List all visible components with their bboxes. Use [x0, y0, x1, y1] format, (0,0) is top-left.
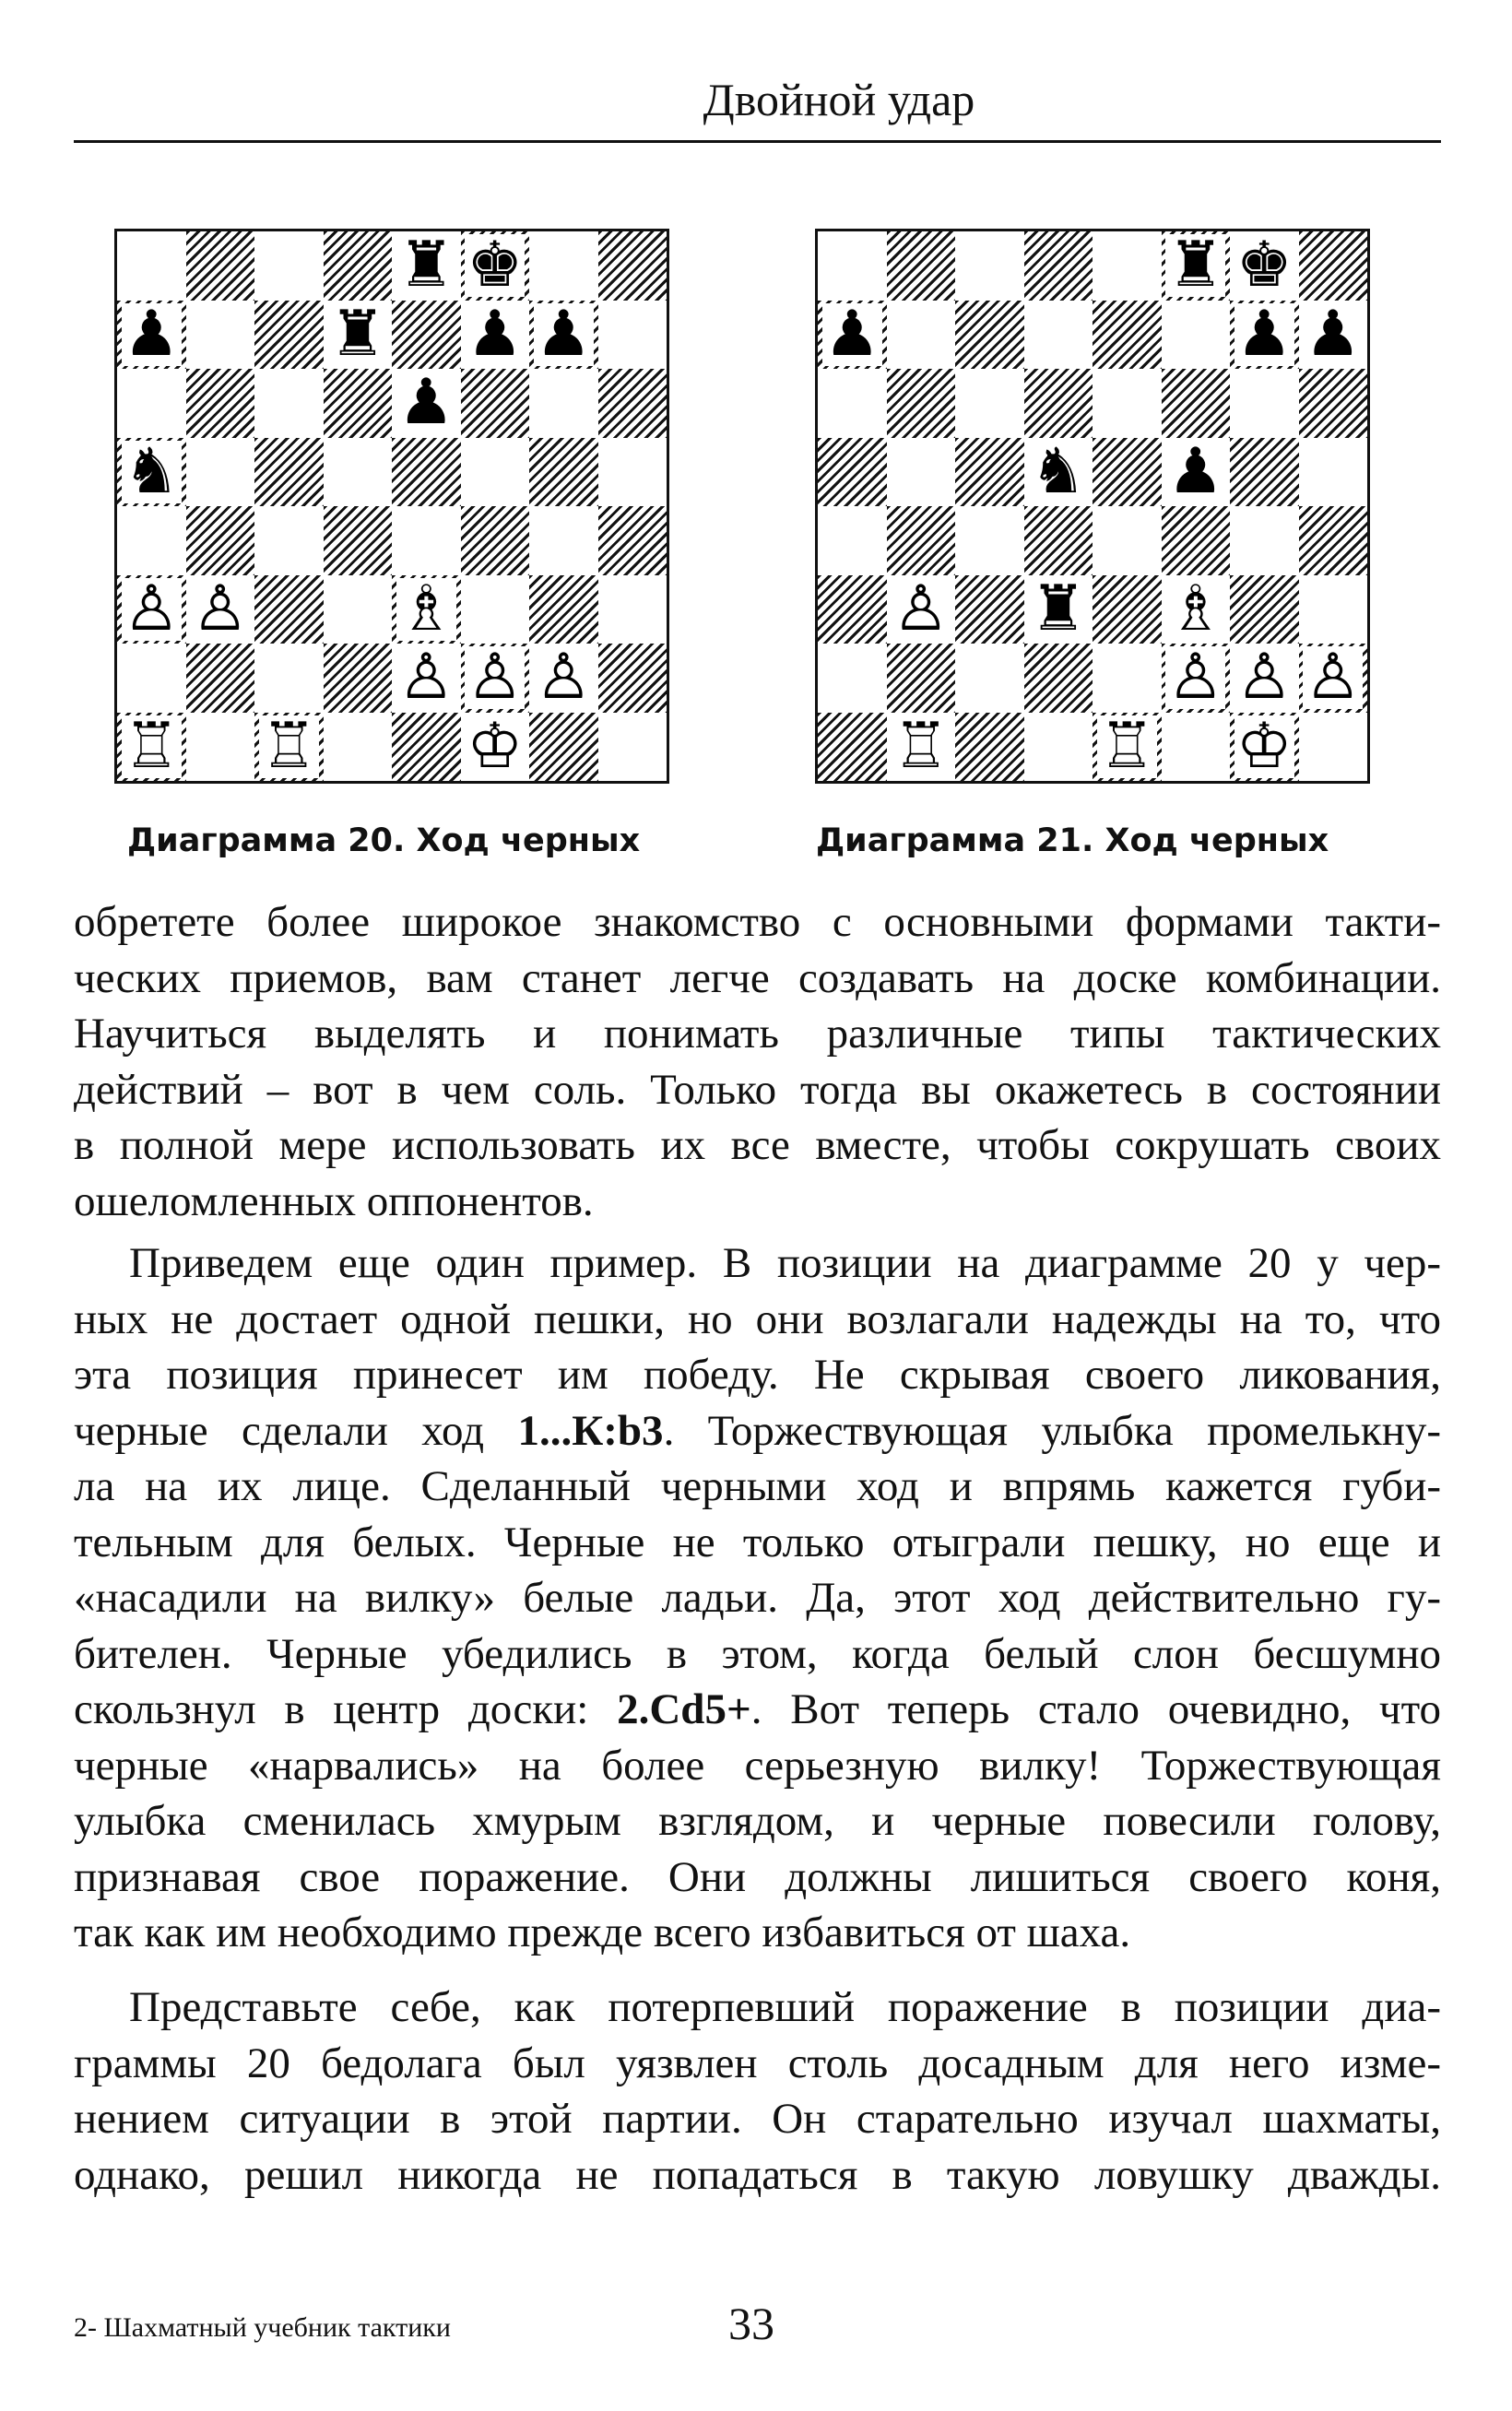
- board-square: [1299, 231, 1368, 301]
- board-square: [598, 369, 667, 438]
- board-square: [392, 231, 461, 301]
- text-line: однако, решил никогда не попадаться в такую ловушку дважды.: [74, 2150, 1441, 2199]
- text-segment: скользнул в центр доски:: [74, 1685, 618, 1733]
- board-square: [1299, 301, 1368, 370]
- board-square: [1299, 575, 1368, 644]
- board-square: [818, 231, 887, 301]
- board-square: [598, 644, 667, 713]
- chess-piece-icon: ♖: [1098, 712, 1155, 781]
- board-square: [1093, 231, 1162, 301]
- text-segment: . Торжествующая улыбка промелькну-: [663, 1406, 1441, 1455]
- board-square: [818, 713, 887, 782]
- board-square: [392, 575, 461, 644]
- text-line: граммы 20 бедолага был уязвлен столь досадным для него изме-: [74, 2039, 1441, 2087]
- board-square: [117, 301, 186, 370]
- board-square: [324, 506, 393, 575]
- text-line: Приведем еще один пример. В позиции на диаграмме 20 у чер-: [129, 1239, 1441, 1287]
- board-square: [254, 644, 324, 713]
- board-square: [1230, 231, 1299, 301]
- board-square: [1162, 369, 1231, 438]
- text-line: нением ситуации в этой партии. Он старательно изучал шахматы,: [74, 2095, 1441, 2143]
- text-line: улыбка сменилась хмурым взглядом, и черные повесили голову,: [74, 1797, 1441, 1845]
- board-square: [461, 575, 530, 644]
- board-square: [117, 644, 186, 713]
- board-square: [818, 506, 887, 575]
- board-square: [1230, 506, 1299, 575]
- board-square: [1024, 231, 1093, 301]
- chess-piece-icon: ♙: [1235, 644, 1293, 713]
- board-square: [1230, 301, 1299, 370]
- board-square: [955, 575, 1024, 644]
- text-segment: черные сделали ход: [74, 1406, 518, 1455]
- board-square: [186, 644, 255, 713]
- chess-piece-icon: ♔: [1235, 712, 1293, 781]
- text-line: Научиться выделять и понимать различные типы тактических: [74, 1010, 1441, 1058]
- board-square: [598, 231, 667, 301]
- chess-piece-icon: ♖: [892, 712, 950, 781]
- board-square: [529, 713, 598, 782]
- board-square: [529, 644, 598, 713]
- board-square: [529, 301, 598, 370]
- board-square: [324, 301, 393, 370]
- diagram-21-caption: Диаграмма 21. Ход черных: [816, 822, 1329, 859]
- board-square: [955, 369, 1024, 438]
- header-rule: [74, 140, 1441, 143]
- chess-piece-icon: ♞: [1030, 437, 1087, 506]
- chess-piece-icon: ♙: [535, 644, 592, 713]
- board-square: [818, 301, 887, 370]
- page-number: 33: [728, 2298, 774, 2349]
- board-square: [1024, 506, 1093, 575]
- text-line: действий – вот в чем соль. Только тогда вы окажетесь в состоянии: [74, 1065, 1441, 1114]
- board-square: [186, 231, 255, 301]
- chess-piece-icon: ♜: [397, 231, 455, 301]
- board-square: [1024, 575, 1093, 644]
- chess-piece-icon: ♟: [467, 300, 524, 369]
- board-square: [324, 438, 393, 507]
- board-square: [324, 644, 393, 713]
- board-square: [1299, 644, 1368, 713]
- board-square: [254, 575, 324, 644]
- board-square: [955, 231, 1024, 301]
- board-square: [186, 301, 255, 370]
- board-square: [1299, 713, 1368, 782]
- board-square: [1093, 301, 1162, 370]
- board-square: [1024, 438, 1093, 507]
- board-square: [324, 369, 393, 438]
- chess-piece-icon: ♟: [535, 300, 592, 369]
- board-square: [887, 231, 956, 301]
- board-square: [1162, 438, 1231, 507]
- board-square: [117, 575, 186, 644]
- chess-piece-icon: ♖: [123, 712, 180, 781]
- chess-piece-icon: ♚: [467, 231, 524, 301]
- board-square: [818, 644, 887, 713]
- board-square: [186, 506, 255, 575]
- board-square: [1093, 713, 1162, 782]
- text-line: ческих приемов, вам станет легче создавать на доске комбинации.: [74, 953, 1441, 1002]
- text-segment: . Вот теперь стало очевидно, что: [750, 1685, 1441, 1733]
- chapter-title: Двойной удар: [703, 74, 975, 125]
- board-square: [461, 301, 530, 370]
- chess-piece-icon: ♟: [397, 369, 455, 438]
- board-square: [1093, 506, 1162, 575]
- board-square: [461, 438, 530, 507]
- board-square: [1230, 644, 1299, 713]
- board-square: [1024, 301, 1093, 370]
- chess-piece-icon: ♟: [123, 300, 180, 369]
- chess-piece-icon: ♚: [1235, 231, 1293, 301]
- chess-piece-icon: ♙: [892, 574, 950, 644]
- board-square: [461, 369, 530, 438]
- board-square: [1230, 438, 1299, 507]
- board-square: [117, 231, 186, 301]
- chess-piece-icon: ♟: [1305, 300, 1362, 369]
- board-square: [887, 713, 956, 782]
- board-square: [117, 369, 186, 438]
- board-square: [186, 369, 255, 438]
- chess-piece-icon: ♗: [1167, 574, 1224, 644]
- board-square: [324, 575, 393, 644]
- board-square: [955, 301, 1024, 370]
- board-square: [955, 438, 1024, 507]
- board-square: [254, 713, 324, 782]
- board-square: [186, 713, 255, 782]
- board-square: [529, 231, 598, 301]
- board-square: [1162, 575, 1231, 644]
- chess-piece-icon: ♙: [1167, 644, 1224, 713]
- text-line: [74, 1682, 1441, 1738]
- board-square: [186, 575, 255, 644]
- board-square: [254, 231, 324, 301]
- paragraph-3: [74, 1980, 1441, 2203]
- board-square: [598, 506, 667, 575]
- board-square: [461, 506, 530, 575]
- board-square: [1093, 575, 1162, 644]
- board-square: [529, 575, 598, 644]
- board-square: [818, 438, 887, 507]
- board-square: [887, 506, 956, 575]
- move-notation: 1...К:b3: [517, 1406, 664, 1455]
- board-square: [818, 369, 887, 438]
- board-square: [1162, 506, 1231, 575]
- text-line: признавая свое поражение. Они должны лишиться своего коня,: [74, 1852, 1441, 1901]
- board-square: [254, 506, 324, 575]
- board-square: [887, 438, 956, 507]
- running-header: [0, 72, 1512, 127]
- chess-piece-icon: ♙: [123, 574, 180, 644]
- board-square: [1230, 369, 1299, 438]
- text-line: ошеломленных оппонентов.: [74, 1176, 594, 1225]
- chess-piece-icon: ♟: [1167, 437, 1224, 506]
- text-line: эта позиция принесет им победу. Не скрывая своего ликования,: [74, 1351, 1441, 1399]
- footer-source: 2- Шахматный учебник тактики: [74, 2312, 451, 2343]
- board-square: [887, 644, 956, 713]
- text-line: ла на их лице. Сделанный черными ход и впрямь кажется губи-: [74, 1462, 1441, 1510]
- board-square: [186, 438, 255, 507]
- board-square: [324, 713, 393, 782]
- board-square: [529, 506, 598, 575]
- chess-piece-icon: ♙: [1305, 644, 1362, 713]
- text-line: тельным для белых. Черные не только отыграли пешку, но еще и: [74, 1518, 1441, 1566]
- board-square: [1230, 575, 1299, 644]
- board-square: [254, 438, 324, 507]
- text-line: ных не достает одной пешки, но они возлагали надежды на то, что: [74, 1294, 1441, 1343]
- board-square: [529, 438, 598, 507]
- board-square: [461, 644, 530, 713]
- board-square: [254, 301, 324, 370]
- board-square: [598, 713, 667, 782]
- board-square: [1093, 644, 1162, 713]
- board-square: [955, 506, 1024, 575]
- board-square: [392, 506, 461, 575]
- chess-piece-icon: ♞: [123, 437, 180, 506]
- move-notation: 2.Cd5+: [617, 1685, 751, 1733]
- diagram-20-caption: Диаграмма 20. Ход черных: [127, 822, 641, 859]
- chess-piece-icon: ♜: [329, 300, 386, 369]
- board-square: [254, 369, 324, 438]
- board-square: [1024, 369, 1093, 438]
- chess-piece-icon: ♔: [467, 712, 524, 781]
- board-square: [1162, 231, 1231, 301]
- text-line: в полной мере использовать их все вместе, чтобы сокрушать своих: [74, 1121, 1441, 1169]
- board-square: [324, 231, 393, 301]
- board-square: [1162, 301, 1231, 370]
- board-square: [1024, 644, 1093, 713]
- board-square: [392, 644, 461, 713]
- board-square: [1162, 644, 1231, 713]
- board-square: [887, 301, 956, 370]
- board-square: [529, 369, 598, 438]
- text-line: черные «нарвались» на более серьезную вилку! Торжествующая: [74, 1741, 1441, 1790]
- board-square: [598, 301, 667, 370]
- board-square: [461, 713, 530, 782]
- paragraph-2: [74, 1235, 1441, 1961]
- chess-piece-icon: ♜: [1167, 231, 1224, 301]
- text-line: бителен. Черные убедились в этом, когда белый слон бесшумно: [74, 1629, 1441, 1678]
- board-square: [117, 506, 186, 575]
- board-square: [887, 575, 956, 644]
- board-square: [598, 438, 667, 507]
- chess-piece-icon: ♜: [1030, 574, 1087, 644]
- chess-piece-icon: ♙: [192, 574, 249, 644]
- board-square: [461, 231, 530, 301]
- chess-piece-icon: ♟: [823, 300, 880, 369]
- chess-piece-icon: ♟: [1235, 300, 1293, 369]
- board-square: [1299, 506, 1368, 575]
- board-square: [818, 575, 887, 644]
- board-square: [1093, 369, 1162, 438]
- board-square: [392, 301, 461, 370]
- board-square: [392, 438, 461, 507]
- board-square: [1299, 438, 1368, 507]
- text-line: так как им необходимо прежде всего избавиться от шаха.: [74, 1909, 1131, 1956]
- board-square: [1299, 369, 1368, 438]
- chess-piece-icon: ♗: [397, 574, 455, 644]
- board-square: [598, 575, 667, 644]
- board-square: [117, 438, 186, 507]
- board-square: [955, 644, 1024, 713]
- text-line: [74, 1403, 1441, 1460]
- paragraph-1: [74, 894, 1441, 1229]
- board-square: [392, 713, 461, 782]
- board-square: [392, 369, 461, 438]
- text-line: обретете более широкое знакомство с основными формами такти-: [74, 898, 1441, 946]
- chess-piece-icon: ♖: [260, 712, 317, 781]
- board-square: [1162, 713, 1231, 782]
- chess-piece-icon: ♙: [467, 644, 524, 713]
- board-square: [117, 713, 186, 782]
- chess-piece-icon: ♙: [397, 644, 455, 713]
- text-line: «насадили на вилку» белые ладьи. Да, этот ход действительно гу-: [74, 1574, 1441, 1622]
- text-line: Представьте себе, как потерпевший поражение в позиции диа-: [129, 1983, 1441, 2031]
- board-square: [1230, 713, 1299, 782]
- board-square: [887, 369, 956, 438]
- board-square: [1024, 713, 1093, 782]
- board-square: [1093, 438, 1162, 507]
- board-square: [955, 713, 1024, 782]
- chess-diagram-21: [815, 229, 1370, 784]
- chess-diagram-20: [114, 229, 669, 784]
